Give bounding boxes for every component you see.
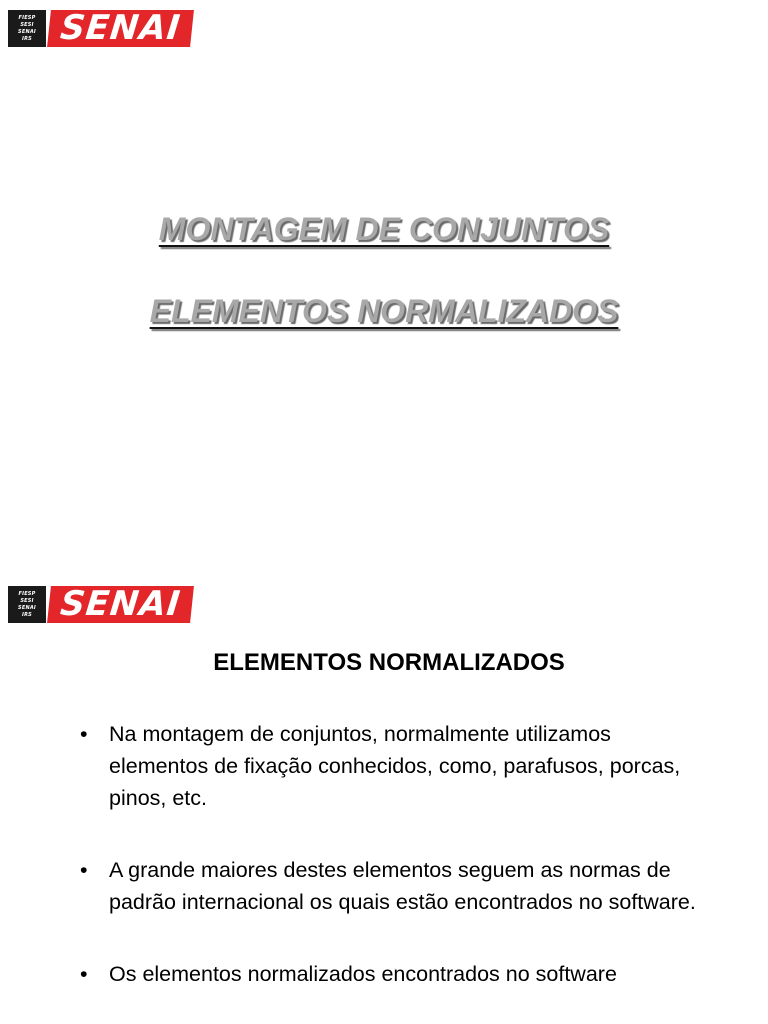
senai-logo [8, 10, 192, 47]
senai-logo [8, 586, 192, 623]
logo-box-line: SENAI [18, 29, 36, 35]
logo-box [8, 586, 46, 623]
slide-heading: ELEMENTOS NORMALIZADOS [213, 649, 565, 676]
slide-title-line-2: ELEMENTOS NORMALIZADOS [149, 293, 619, 329]
logo-box-line: SENAI [18, 605, 36, 611]
bullet-item: • Na montagem de conjuntos, normalmente utilizamos elementos de fixação conhecidos, como, parafusos, porcas, pinos, etc. [80, 718, 700, 814]
bullet-list [80, 718, 700, 1024]
logo-box-line: FIESP [18, 15, 36, 21]
logo-box-line: SESI [20, 22, 34, 28]
logo-wordmark: SENAI [47, 586, 194, 623]
bullet-item: • A grande maiores destes elementos seguem as normas de padrão internacional os quais estão encontrados no software. [80, 854, 700, 918]
bullet-item: • Os elementos normalizados encontrados no software [80, 958, 700, 990]
logo-box-line: FIESP [18, 591, 36, 597]
logo-box [8, 10, 46, 47]
slide-title-line-1: MONTAGEM DE CONJUNTOS [158, 211, 610, 247]
logo-box-line: IRS [22, 612, 32, 618]
logo-box-line: SESI [20, 598, 34, 604]
slide-content [0, 576, 768, 1024]
logo-wordmark: SENAI [47, 10, 194, 47]
logo-box-line: IRS [22, 36, 32, 42]
